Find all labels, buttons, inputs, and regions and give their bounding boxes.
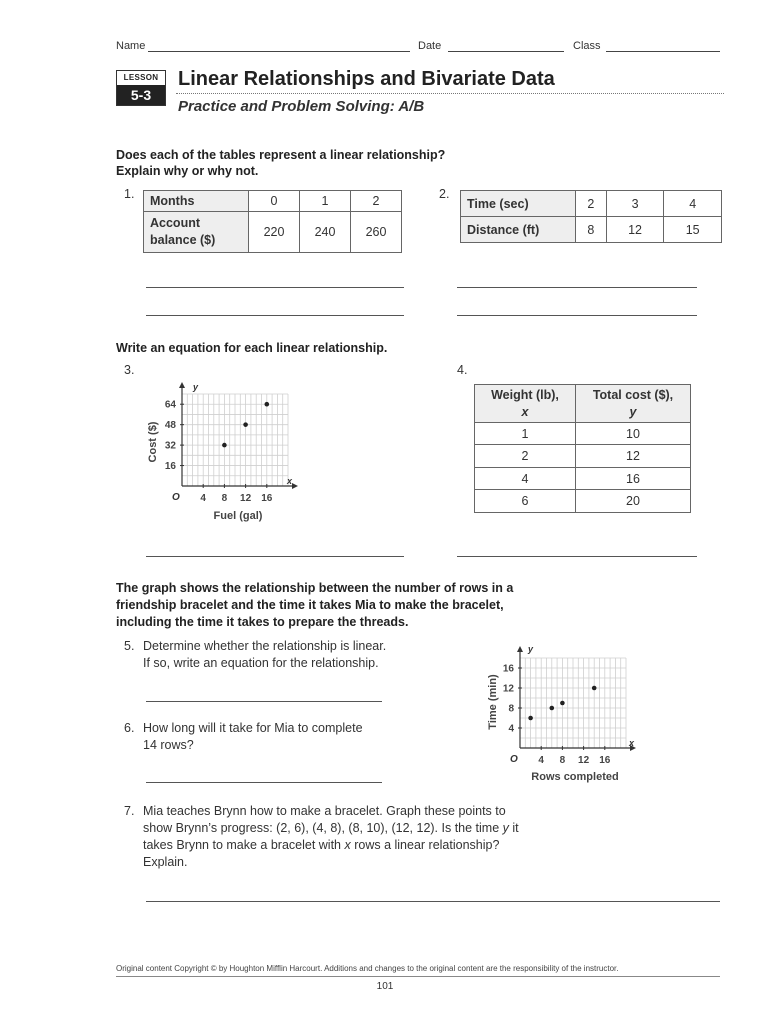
y-tick-label: 64 xyxy=(164,399,176,411)
table-header: Months xyxy=(144,191,249,212)
q7-text xyxy=(143,803,519,871)
question-line xyxy=(143,837,519,854)
table-cell: 12 xyxy=(606,217,664,243)
x-axis-letter: x xyxy=(287,476,293,486)
answer-line[interactable] xyxy=(146,315,404,316)
name-field[interactable] xyxy=(148,51,410,52)
y-tick-label: 48 xyxy=(164,420,176,432)
y-tick-label: 8 xyxy=(508,703,514,715)
y-tick-label: 12 xyxy=(502,683,514,695)
table-header: Distance (ft) xyxy=(461,217,576,243)
table-header-line: Total cost ($), xyxy=(592,387,674,402)
table-header: Time (sec) xyxy=(461,191,576,217)
table-cell: 1 xyxy=(475,423,576,445)
x-tick-label: 4 xyxy=(200,493,206,504)
section3-intro xyxy=(116,580,513,631)
intro-line: The graph shows the relationship between the number of rows in a xyxy=(116,581,514,595)
answer-line[interactable] xyxy=(146,901,720,902)
table-header-line: balance ($) xyxy=(150,233,216,247)
table-cell: 8 xyxy=(576,217,607,243)
x-tick-label: 16 xyxy=(261,493,273,504)
table-cell: 6 xyxy=(475,490,576,513)
table-cell: 2 xyxy=(576,191,607,217)
question-number: 2. xyxy=(439,187,450,201)
table-header-line: y xyxy=(629,404,637,419)
answer-line[interactable] xyxy=(457,287,697,288)
fuel-cost-graph xyxy=(140,378,310,528)
question-line: How long will it take for Mia to complete xyxy=(143,721,363,735)
y-tick-label: 16 xyxy=(502,663,514,675)
table-row xyxy=(475,445,691,468)
q5-text xyxy=(143,638,386,672)
copyright-notice: Original content Copyright © by Houghton Mifflin Harcourt. Additions and changes to the original content are the responsibility of the instructor. xyxy=(116,964,619,973)
table-cell: 10 xyxy=(576,423,691,445)
graph-grid xyxy=(182,394,288,486)
question-line: Mia teaches Brynn how to make a bracelet. Graph these points to xyxy=(143,804,506,818)
table-cell: 260 xyxy=(351,212,402,253)
data-point xyxy=(550,706,555,711)
q2-table xyxy=(460,190,722,243)
data-point xyxy=(265,402,270,407)
y-axis-label: Time (min) xyxy=(487,674,499,730)
question-line: Explain. xyxy=(143,855,188,869)
graph-axes xyxy=(179,382,298,489)
question-number: 1. xyxy=(124,187,135,201)
table-cell: 15 xyxy=(664,217,722,243)
x-tick-label: 4 xyxy=(538,755,544,766)
section1-instruction xyxy=(116,147,445,179)
x-tick-label: 16 xyxy=(599,755,611,766)
table-cell: 4 xyxy=(475,468,576,490)
instruction-line: Does each of the tables represent a linear relationship? xyxy=(116,148,446,162)
name-label: Name xyxy=(116,40,146,52)
answer-line[interactable] xyxy=(146,782,382,783)
answer-line[interactable] xyxy=(146,556,404,557)
class-field[interactable] xyxy=(606,51,720,52)
question-number: 6. xyxy=(124,721,135,735)
page-title: Linear Relationships and Bivariate Data xyxy=(178,68,555,90)
answer-line[interactable] xyxy=(146,287,404,288)
table-header xyxy=(144,212,249,253)
table-cell: 20 xyxy=(576,490,691,513)
table-cell: 2 xyxy=(475,445,576,468)
lesson-label: LESSON xyxy=(123,73,159,82)
q4-table xyxy=(474,384,691,513)
data-point xyxy=(592,686,597,691)
y-axis-arrow xyxy=(517,646,523,652)
table-cell: 220 xyxy=(249,212,300,253)
table-header-line: Account xyxy=(150,216,200,230)
table-header xyxy=(576,385,691,423)
section2-instruction: Write an equation for each linear relationship. xyxy=(116,341,388,355)
data-point xyxy=(222,443,227,448)
y-axis-letter: y xyxy=(528,644,534,654)
data-point xyxy=(560,701,565,706)
q6-text xyxy=(143,720,363,754)
table-cell: 0 xyxy=(249,191,300,212)
footer-divider xyxy=(116,976,720,977)
text-run: rows a linear relationship? xyxy=(350,838,500,852)
q1-table xyxy=(143,190,402,253)
lesson-badge xyxy=(116,70,166,106)
variable: x xyxy=(344,838,351,852)
origin-label: O xyxy=(510,754,518,765)
page-subtitle: Practice and Problem Solving: A/B xyxy=(178,98,425,115)
intro-line: friendship bracelet and the time it takes Mia to make the bracelet, xyxy=(116,598,504,612)
table-header-line: x xyxy=(521,404,529,419)
table-row xyxy=(475,468,691,490)
page-number: 101 xyxy=(376,981,394,992)
x-axis-arrow xyxy=(292,483,298,489)
table-row xyxy=(475,423,691,445)
answer-line[interactable] xyxy=(457,556,697,557)
date-field[interactable] xyxy=(448,51,564,52)
table-cell: 4 xyxy=(664,191,722,217)
y-axis-label: Cost ($) xyxy=(147,421,159,463)
y-tick-label: 4 xyxy=(508,723,514,735)
y-tick-label: 16 xyxy=(164,461,176,473)
answer-line[interactable] xyxy=(457,315,697,316)
table-cell: 240 xyxy=(300,212,351,253)
table-cell: 3 xyxy=(606,191,664,217)
x-tick-label: 12 xyxy=(240,493,252,504)
question-line xyxy=(143,820,519,837)
table-cell: 2 xyxy=(351,191,402,212)
question-number: 7. xyxy=(124,804,135,818)
table-cell: 12 xyxy=(576,445,691,468)
x-tick-label: 8 xyxy=(559,755,566,766)
y-axis-arrow xyxy=(179,382,185,388)
x-axis-letter: x xyxy=(629,738,635,748)
x-tick-label: 12 xyxy=(578,755,590,766)
title-divider xyxy=(176,93,724,94)
class-label: Class xyxy=(573,40,601,52)
table-cell: 1 xyxy=(300,191,351,212)
question-number: 3. xyxy=(124,363,135,377)
table-header xyxy=(475,385,576,423)
origin-label: O xyxy=(172,492,180,503)
y-tick-label: 32 xyxy=(164,440,176,452)
question-line: If so, write an equation for the relationship. xyxy=(143,656,379,670)
x-axis-label: Fuel (gal) xyxy=(213,510,263,522)
bracelet-time-graph xyxy=(480,640,650,790)
text-run: it xyxy=(508,821,519,835)
y-axis-letter: y xyxy=(193,382,199,392)
answer-line[interactable] xyxy=(146,701,382,702)
text-run: show Brynn’s progress: (2, 6), (4, 8), (8, 10), (12, 12). Is the time xyxy=(143,821,503,835)
graph-grid xyxy=(520,658,626,748)
x-axis-label: Rows completed xyxy=(531,771,619,783)
lesson-number: 5-3 xyxy=(117,85,165,105)
table-header-line: Weight (lb), xyxy=(491,387,559,402)
intro-line: including the time it takes to prepare the threads. xyxy=(116,615,409,629)
question-number: 4. xyxy=(457,363,468,377)
question-line: Determine whether the relationship is linear. xyxy=(143,639,387,653)
x-tick-label: 8 xyxy=(221,493,228,504)
date-label: Date xyxy=(418,40,442,52)
graph-axes xyxy=(517,646,636,751)
table-cell: 16 xyxy=(576,468,691,490)
variable: y xyxy=(502,821,509,835)
text-run: takes Brynn to make a bracelet with xyxy=(143,838,345,852)
instruction-line: Explain why or why not. xyxy=(116,164,259,178)
question-line: 14 rows? xyxy=(143,738,194,752)
data-point xyxy=(528,716,533,721)
question-number: 5. xyxy=(124,639,135,653)
data-point xyxy=(243,422,248,427)
table-row xyxy=(475,490,691,513)
